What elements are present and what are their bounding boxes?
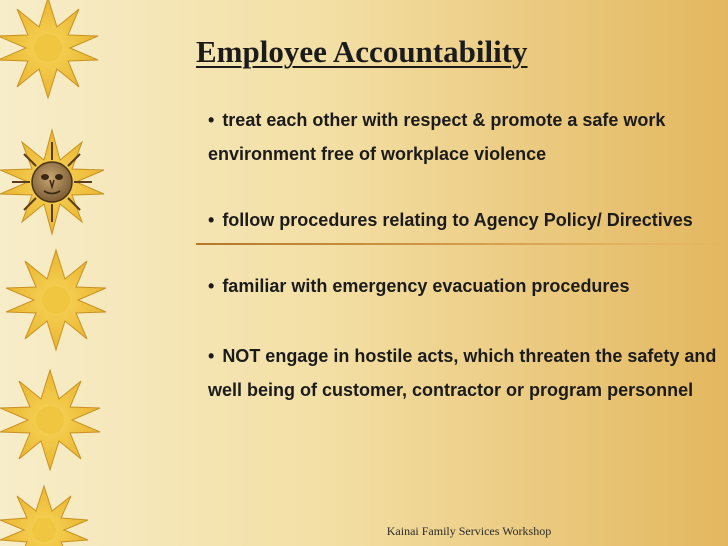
footer-text: Kainai Family Services Workshop (386, 524, 552, 538)
bullet-item (208, 103, 718, 171)
bullet-item (208, 269, 718, 303)
sun-sidebar (0, 0, 125, 546)
slide-title: Employee Accountability (196, 34, 528, 69)
bullet-marker: • (208, 110, 215, 130)
bullet-text: treat each other with respect & promote a safe work environment free of workplace violence (208, 110, 666, 164)
bullet-list (208, 103, 718, 439)
footer (0, 524, 728, 539)
bullet-text: familiar with emergency evacuation procedures (222, 276, 630, 296)
bullet-text: NOT engage in hostile acts, which threaten the safety and well being of customer, contractor or program personnel (208, 346, 717, 400)
bullet-marker: • (208, 276, 215, 296)
sun-icon (0, 370, 100, 470)
sun-icon (6, 250, 106, 350)
bullet-marker: • (208, 346, 215, 366)
bullet-item (208, 339, 718, 407)
sun-icon (0, 0, 98, 98)
sun-face-icon (0, 130, 104, 234)
bullet-marker: • (208, 210, 215, 230)
bullet-item (208, 203, 718, 237)
bullet-text: follow procedures relating to Agency Policy/ Directives (222, 210, 693, 230)
